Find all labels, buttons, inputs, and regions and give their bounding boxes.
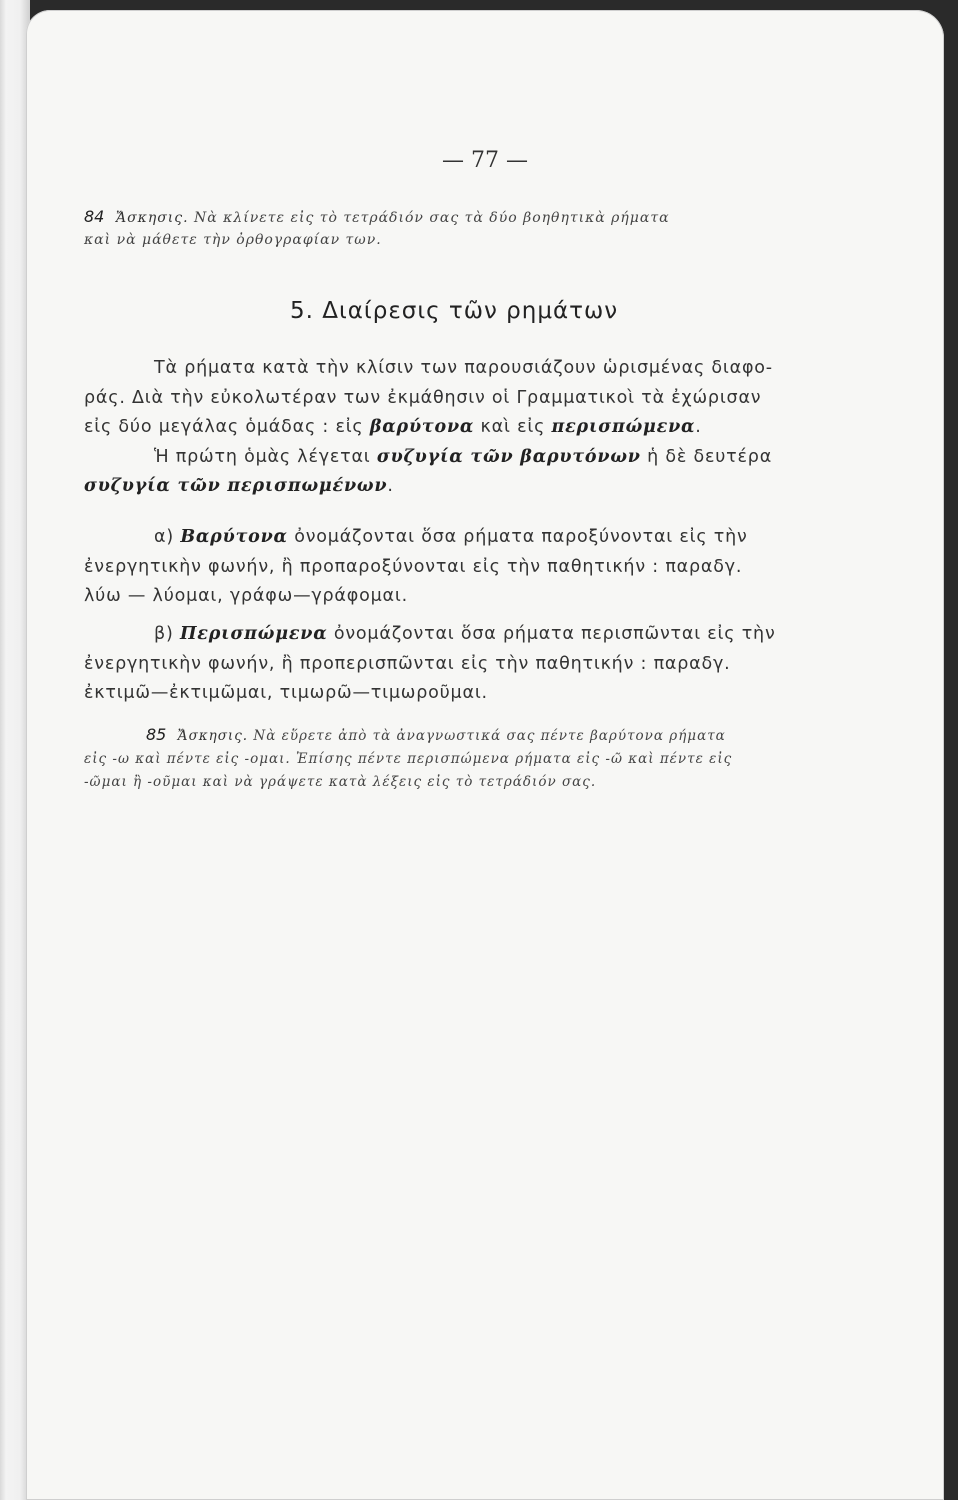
book-page [26, 10, 944, 1500]
paragraph-intro-line-2: ράς. Διὰ τὴν εὐκολωτέραν των ἐκμάθησιν οἱ Γραμματικοὶ τὰ ἐχώρισαν [84, 387, 762, 408]
paragraph-alpha [84, 523, 864, 612]
exercise-85 [84, 723, 864, 794]
term-barytona-definition: Βαρύτονα [180, 527, 288, 547]
paragraph-intro-line-3 [84, 413, 864, 443]
paragraph-beta [84, 620, 864, 709]
text-segment: ὀνομάζονται ὅσα ρήματα περισπῶνται εἰς τὴν [327, 624, 776, 644]
list-marker: β) [154, 624, 180, 644]
paragraph-beta-line-3: ἐκτιμῶ—ἐκτιμῶμαι, τιμωρῶ—τιμωροῦμαι. [84, 683, 488, 703]
list-marker: α) [154, 527, 181, 547]
text-segment: . [695, 417, 702, 437]
exercise-84-label: Ἄσκησις. [115, 210, 189, 226]
exercise-85-number: 85 [146, 725, 167, 744]
exercise-85-text-2: εἰς -ω καὶ πέντε εἰς -ομαι. Ἐπίσης πέντε περισπώμενα ρήματα εἰς -ῶ καὶ πέντε εἰς [84, 751, 733, 767]
text-segment: ἡ δὲ δευτέρα [640, 446, 773, 467]
paragraph-beta-line-1 [84, 620, 864, 650]
exercise-85-text-3: -ῶμαι ἢ -οῦμαι καὶ νὰ γράψετε κατὰ λέξεις εἰς τὸ τετράδιόν σας. [84, 774, 597, 790]
page-number: — 77 — [442, 148, 528, 173]
text-segment: ὀνομάζονται ὅσα ρήματα παροξύνονται εἰς τὴν [287, 527, 748, 547]
exercise-85-line-1 [84, 723, 864, 748]
term-perispomena-definition: Περισπώμενα [179, 624, 328, 644]
paragraph-beta-line-2: ἐνεργητικὴν φωνήν, ἢ προπερισπῶνται εἰς τὴν παθητικήν : παραδγ. [84, 653, 731, 674]
paragraph-alpha-line-1 [84, 523, 864, 553]
exercise-84-text-2: καὶ νὰ μάθετε τὴν ὀρθογραφίαν των. [84, 232, 382, 248]
term-perispomena: περισπώμενα [551, 417, 696, 437]
paragraph-intro [84, 354, 864, 502]
exercise-84-number: 84 [84, 207, 105, 226]
paragraph-conjugations-line-1 [84, 443, 864, 473]
paragraph-intro-line-1: Τὰ ρήματα κατὰ τὴν κλίσιν των παρουσιάζουν ὡρισμένας διαφο- [154, 358, 773, 378]
exercise-84 [84, 206, 864, 251]
text-segment: Ἡ πρώτη ὁμὰς λέγεται [154, 446, 377, 467]
exercise-85-label: Ἄσκησις. [177, 728, 249, 744]
paragraph-alpha-line-2: ἐνεργητικὴν φωνήν, ἢ προπαροξύνονται εἰς τὴν παθητικήν : παραδγ. [84, 556, 743, 577]
section-title: 5. Διαίρεσις τῶν ρημάτων [290, 298, 619, 324]
term-syzygia-perispomenon: συζυγία τῶν περισπωμένων [84, 476, 388, 496]
exercise-84-line-1 [84, 206, 864, 229]
paragraph-alpha-line-3: λύω — λύομαι, γράφω—γράφομαι. [84, 586, 408, 606]
term-barytona: βαρύτονα [369, 417, 475, 437]
exercise-84-text-1: Νὰ κλίνετε εἰς τὸ τετράδιόν σας τὰ δύο βοηθητικὰ ρήματα [194, 210, 670, 226]
text-segment: καὶ εἰς [474, 417, 552, 437]
term-syzygia-barytonon: συζυγία τῶν βαρυτόνων [376, 446, 641, 467]
text-segment: εἰς δύο μεγάλας ὁμάδας : εἰς [84, 417, 370, 437]
text-segment: . [387, 476, 394, 496]
exercise-85-text-1: Νὰ εὕρετε ἀπὸ τὰ ἀναγνωστικά σας πέντε βαρύτονα ρήματα [253, 728, 726, 744]
paragraph-conjugations-line-2 [84, 472, 864, 502]
